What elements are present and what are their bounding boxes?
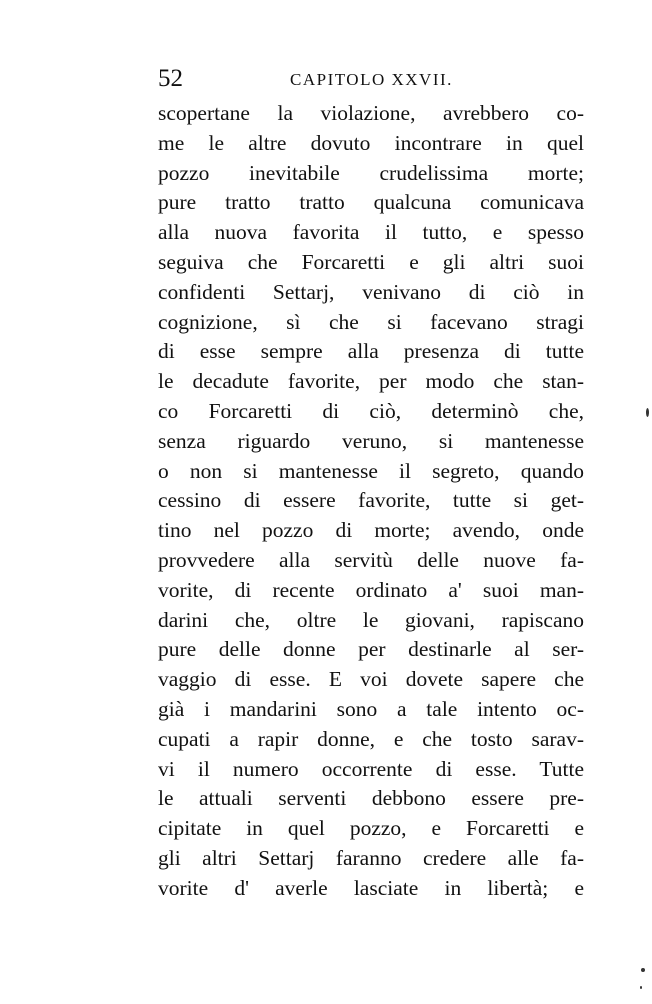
text-line: co Forcaretti di ciò, determinò che, xyxy=(158,398,584,423)
text-line: vi il numero occorrente di esse. Tutte xyxy=(158,756,584,781)
body-text xyxy=(158,99,584,904)
text-line: pure tratto tratto qualcuna comunicava xyxy=(158,190,584,215)
text-line: pozzo inevitabile crudelissima morte; xyxy=(158,160,584,185)
text-line: cupati a rapir donne, e che tosto sarav- xyxy=(158,726,584,751)
text-line: cessino di essere favorite, tutte si get- xyxy=(158,488,584,513)
text-line: seguiva che Forcaretti e gli altri suoi xyxy=(158,249,584,274)
text-line: vorite, di recente ordinato a' suoi man- xyxy=(158,577,584,602)
text-line: le decadute favorite, per modo che stan- xyxy=(158,369,584,394)
text-line: me le altre dovuto incontrare in quel xyxy=(158,130,584,155)
text-line: cipitate in quel pozzo, e Forcaretti e xyxy=(158,816,584,841)
text-line: pure delle donne per destinarle al ser- xyxy=(158,637,584,662)
text-line: scopertane la violazione, avrebbero co- xyxy=(158,101,584,125)
page-header xyxy=(158,64,588,94)
text-line: senza riguardo veruno, si mantenesse xyxy=(158,428,584,453)
paper-speck xyxy=(646,408,649,417)
text-line: confidenti Settarj, venivano di ciò in xyxy=(158,279,584,304)
text-line: di esse sempre alla presenza di tutte xyxy=(158,339,584,364)
text-line: le attuali serventi debbono essere pre- xyxy=(158,786,584,811)
text-line: tino nel pozzo di morte; avendo, onde xyxy=(158,518,584,543)
text-line: già i mandarini sono a tale intento oc- xyxy=(158,696,584,721)
running-title: CAPITOLO XXVII. xyxy=(290,70,453,89)
text-line: darini che, oltre le giovani, rapiscano xyxy=(158,607,584,632)
text-line: alla nuova favorita il tutto, e spesso xyxy=(158,220,584,245)
text-line: provvedere alla servitù delle nuove fa- xyxy=(158,547,584,572)
text-line: vaggio di esse. E voi dovete sapere che xyxy=(158,667,584,692)
page-number: 52 xyxy=(158,65,183,92)
text-line: o non si mantenesse il segreto, quando xyxy=(158,458,584,483)
paper-speck xyxy=(641,968,645,972)
text-line: cognizione, sì che si facevano stragi xyxy=(158,309,584,334)
text-line: vorite d' averle lasciate in libertà; e xyxy=(158,875,584,900)
text-line: gli altri Settarj faranno credere alle fa- xyxy=(158,845,584,870)
paper-speck xyxy=(640,986,642,989)
